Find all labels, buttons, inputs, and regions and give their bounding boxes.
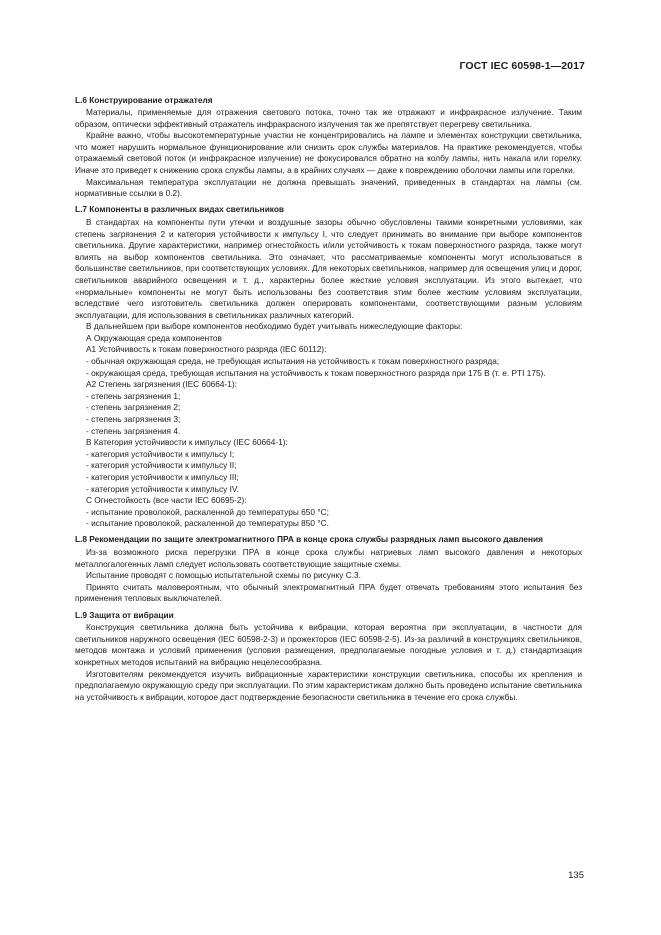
- list-item: - степень загрязнения 2;: [86, 402, 181, 413]
- list-item: - категория устойчивости к импульсу II;: [86, 460, 237, 471]
- section-l9-title: L.9 Защита от вибрации: [75, 609, 174, 620]
- list-item: - окружающая среда, требующая испытания на устойчивость к токам поверхностного разряда при 175 В (т. е. PTI 175).: [86, 367, 546, 378]
- paragraph: В дальнейшем при выборе компонентов необходимо будет учитывать нижеследующие факторы:: [86, 321, 463, 332]
- paragraph: Изготовителям рекомендуется изучить вибрационные характеристики конструкции светильника, способы их крепления и предполагаемую окружающую среду при эксплуатации. По этим характеристикам должно быть проведено испытание светильника на устойчивость к вибрации, которое даст подтверждение безопасности светильника в течение его срока службы.: [75, 668, 582, 702]
- paragraph: Максимальная температура эксплуатации не должна превышать значений, приведенных в стандартах на лампы (см. нормативные ссылки в 0.2).: [75, 176, 582, 199]
- list-item: - степень загрязнения 1;: [86, 390, 181, 401]
- paragraph: В стандартах на компоненты пути утечки и воздушные зазоры обычно обусловлены такими конкретными условиями, как степень загрязнения 2 и категория устойчивости к импульсу I, что следует принимать во внимание при выборе компонентов светильника. Другие характеристики, например огнестойкость и/или устойчивость к токам поверхностного разряда, также могут влиять на выбор компонентов светильника. Это означает, что рассматриваемые компоненты могут использоваться в большинстве светильников, при соответствующих условиях. Для некоторых светильников, например для освещения улиц и дорог, светильников аварийного освещения и т. д., характерны более жесткие условия эксплуатации. Из этого вытекает, что «нормальные» компоненты не могут быть использованы без соответствия этим более жестким условиям эксплуатации, вследствие чего изготовитель светильника должен оперировать компонентами, соответствующими разным условиям эксплуатации, для использования в светильниках различных категорий.: [75, 216, 582, 320]
- page-number: 135: [568, 870, 584, 881]
- paragraph: Принято считать маловероятным, что обычный электромагнитный ПРА будет отвечать требованиям этого испытания без применения тепловых выключателей.: [75, 581, 582, 604]
- section-l7-title: L.7 Компоненты в различных видах светильников: [75, 204, 285, 215]
- list-heading: А2 Степень загрязнения (IEC 60664-1):: [86, 379, 237, 390]
- list-item: - категория устойчивости к импульсу I;: [86, 448, 235, 459]
- paragraph: Конструкция светильника должна быть устойчива к вибрации, которая вероятна при эксплуатации, в частности для светильников наружного освещения (IEC 60598-2-3) и прожекторов (IEC 60598-2-5). Из-за различий в конструкциях светильников, методов монтажа и условий применения (условия размещения, предполагаемые погодные условия и т. д.) стандартизация конкретных методов испытаний на вибрацию нецелесообразна.: [75, 622, 582, 667]
- paragraph: Испытание проводят с помощью испытательной схемы по рисунку С.3.: [86, 570, 361, 581]
- section-l8-title: L.8 Рекомендации по защите электромагнитного ПРА в конце срока службы разрядных ламп высокого давления: [75, 534, 544, 545]
- list-heading: С Огнестойкость (все части IEC 60695-2):: [86, 495, 247, 506]
- list-heading: В Категория устойчивости к импульсу (IEC 60664-1):: [86, 437, 288, 448]
- list-heading: А1 Устойчивость к токам поверхностного разряда (IEC 60112):: [86, 344, 327, 355]
- list-item: - категория устойчивости к импульсу IV.: [86, 483, 239, 494]
- list-item: - испытание проволокой, раскаленной до температуры 650 °С;: [86, 506, 329, 517]
- list-item: - степень загрязнения 4.: [86, 425, 181, 436]
- paragraph: Материалы, применяемые для отражения светового потока, точно так же отражают и инфракрасное излучение. Таким образом, оптически эффективный отражатель инфракрасного излучения так же препятствует перегреву светильника.: [75, 107, 582, 129]
- list-item: - категория устойчивости к импульсу III;: [86, 472, 239, 482]
- standard-header: ГОСТ IEC 60598-1—2017: [459, 60, 585, 72]
- list-heading: А Окружающая среда компонентов: [86, 332, 222, 343]
- paragraph: Крайне важно, чтобы высокотемпературные участки не концентрировались на лампе и элементах конструкции светильника, что может нарушить нормальное функционирование или снизить срок службы материалов. На практике рекомендуется, чтобы отражаемый световой поток (и инфракрасное излучение) не фокусировался обратно на колбу лампы, нить накала или горелку. Иначе это приведет к снижению срока службы лампы, а в крайних случаях — даже к повреждению оболочки лампы или горелки.: [75, 130, 582, 176]
- list-item: - степень загрязнения 3;: [86, 414, 181, 425]
- paragraph: Из-за возможного риска перегрузки ПРА в конце срока службы натриевых ламп высокого давления и некоторых металлогалогенных ламп следует использовать соответствующие защитные схемы.: [75, 547, 582, 569]
- list-item: - испытание проволокой, раскаленной до температуры 850 °С.: [86, 518, 329, 529]
- document-body: [75, 90, 582, 703]
- section-l6-title: L.6 Конструирование отражателя: [75, 94, 213, 105]
- list-item: - обычная окружающая среда, не требующая испытания на устойчивость к токам поверхностного разряда;: [86, 356, 500, 367]
